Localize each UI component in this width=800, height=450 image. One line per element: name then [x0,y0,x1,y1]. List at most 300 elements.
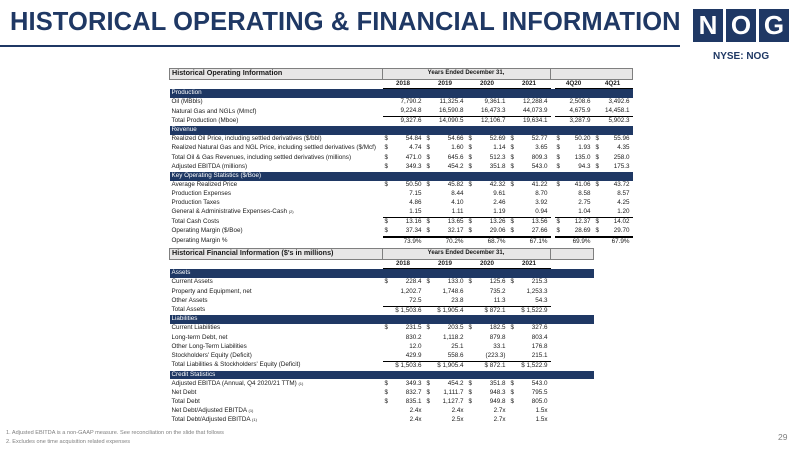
cell-value: 25.1 [451,342,464,350]
value-cell [594,163,633,172]
cell-value: $ 1,905.4 [437,306,464,314]
row-label [170,98,383,107]
logo-letter: O [726,9,756,42]
value-cell [509,153,551,162]
dollar-sign: $ [384,180,389,188]
cell-value: 1.19 [493,208,506,216]
value-cell [425,199,467,208]
cell-value: 512.3 [489,153,506,161]
row-label-text: Net Debt/Adjusted EBITDA [171,406,247,414]
cell-value: 29.06 [489,226,506,234]
row-label [170,333,383,342]
cell-value: 349.3 [405,379,422,387]
cell-value: 8.58 [578,189,591,197]
financial-info-table [169,248,594,425]
cell-value: 1.04 [578,208,591,216]
table-row [170,343,594,352]
row-label-text: Other Long-Term Liabilities [171,342,247,350]
dollar-sign: $ [468,324,473,332]
cell-value: 351.8 [489,379,506,387]
value-cell [383,407,425,416]
logo-letter: G [759,9,789,42]
dollar-sign: $ [510,397,515,405]
row-label-text: Stockholders' Equity (Deficit) [171,351,252,359]
row-label [170,237,383,247]
section-label: Liabilities [170,315,594,324]
section-header-row [170,89,633,98]
cell-value: 9,327.6 [400,117,422,125]
row-label [170,181,383,190]
value-cell [425,135,467,144]
row-label-text: Total Debt/Adjusted EBITDA [171,416,251,424]
value-cell [509,144,551,153]
year-header: 2019 [425,259,467,269]
cell-value: 1,202.7 [400,287,422,295]
cell-value: 28.69 [574,226,591,234]
value-cell [425,306,467,315]
value-cell [594,217,633,226]
years-spacer [551,259,594,269]
cell-value: 7,790.2 [400,98,422,106]
value-cell [425,190,467,199]
logo-letter: N [693,9,723,42]
value-cell [425,379,467,388]
table-row [170,361,594,370]
dollar-sign: $ [510,226,515,234]
row-label [170,352,383,361]
value-cell [594,199,633,208]
row-label [170,324,383,333]
cell-value: 1,127.7 [442,397,464,405]
cell-value: 2.4x [409,406,422,414]
table-header-row [170,69,633,80]
cell-value: 0.94 [535,208,548,216]
cell-value: 231.5 [405,324,422,332]
dollar-sign: $ [426,388,431,396]
value-cell [425,237,467,247]
years-row [170,259,594,269]
value-cell [425,361,467,370]
table-row [170,237,633,247]
value-cell [383,217,425,226]
row-label [170,297,383,306]
value-cell [467,343,509,352]
years-spacer [170,259,383,269]
dollar-sign: $ [426,278,431,286]
row-filler [551,352,594,361]
cell-value: 1.11 [451,208,464,216]
dollar-sign: $ [426,162,431,170]
cell-value: 19,634.1 [523,117,548,125]
page-number: 29 [778,432,788,442]
dollar-sign: $ [468,397,473,405]
row-label [170,416,383,425]
row-label-text: Total Debt [171,397,200,405]
cell-value: 809.3 [531,153,548,161]
value-cell [425,343,467,352]
row-filler [551,379,594,388]
cell-value: 41.06 [574,180,591,188]
cell-value: 1.5x [535,406,548,414]
section-label: Revenue [170,126,633,135]
row-filler [551,389,594,398]
row-filler [551,278,594,287]
value-cell [383,144,425,153]
cell-value: 2.7x [493,416,506,424]
row-filler [551,361,594,370]
row-label [170,227,383,237]
row-label-text: Current Liabilities [171,324,221,332]
cell-value: 27.66 [531,226,548,234]
cell-value: 32.17 [447,226,464,234]
cell-value: $ 1,522.9 [521,361,548,369]
value-cell [425,208,467,217]
table-row [170,98,633,107]
dollar-sign: $ [510,278,515,286]
row-label [170,278,383,287]
value-cell [383,153,425,162]
dollar-sign: $ [595,144,600,152]
value-cell [425,163,467,172]
row-label-text: Total Liabilities & Stockholders' Equity (Deficit) [171,361,301,369]
cell-value: 1.14 [493,144,506,152]
dollar-sign: $ [510,180,515,188]
value-cell [594,208,633,217]
value-cell [383,199,425,208]
cell-value: (223.3) [485,351,506,359]
cell-value: 3.92 [535,199,548,207]
value-cell [509,190,551,199]
value-cell [555,107,594,116]
table-row [170,208,633,217]
dollar-sign: $ [468,226,473,234]
cell-value: 41.22 [531,180,548,188]
value-cell [467,352,509,361]
value-cell [467,217,509,226]
table-row [170,398,594,407]
value-cell [594,227,633,237]
table-row [170,199,633,208]
row-label-text: Natural Gas and NGLs (Mmcf) [171,107,257,115]
row-label [170,117,383,126]
cell-value: 558.6 [447,351,464,359]
value-cell [509,208,551,217]
cell-value: 3.65 [535,144,548,152]
value-cell [425,324,467,333]
value-cell [555,217,594,226]
value-cell [509,361,551,370]
dollar-sign: $ [426,135,431,143]
row-label [170,190,383,199]
table-row [170,217,633,226]
value-cell [425,117,467,126]
cell-value: 327.6 [531,324,548,332]
cell-value: 349.3 [405,162,422,170]
cell-value: 29.70 [613,226,630,234]
cell-value: 1.93 [578,144,591,152]
dollar-sign: $ [556,162,561,170]
table-row [170,287,594,296]
dollar-sign: $ [595,153,600,161]
value-cell [425,153,467,162]
footnote-2: 2. Excludes one time acquisition related expenses [6,439,131,445]
value-cell [509,217,551,226]
row-label-text: Property and Equipment, net [171,287,252,295]
table-row [170,407,594,416]
value-cell [594,117,633,126]
row-filler [551,287,594,296]
table-row [170,389,594,398]
cell-value: 215.1 [531,351,548,359]
value-cell [467,237,509,247]
cell-value: 14,458.1 [605,107,630,115]
cell-value: 3,287.9 [569,117,591,125]
cell-value: 50.50 [405,180,422,188]
value-cell [383,361,425,370]
dollar-sign: $ [426,217,431,225]
row-label [170,163,383,172]
dollar-sign: $ [510,379,515,387]
year-header: 2018 [383,259,425,269]
value-cell [509,343,551,352]
row-filler [551,407,594,416]
dollar-sign: $ [595,135,600,143]
row-label [170,135,383,144]
value-cell [509,379,551,388]
row-label-text: Net Debt [171,388,197,396]
cell-value: 835.1 [405,397,422,405]
cell-value: 11.3 [493,296,506,304]
row-label [170,107,383,116]
value-cell [383,343,425,352]
table-row [170,135,633,144]
value-cell [555,237,594,247]
section-label: Production [170,89,633,98]
value-cell [383,227,425,237]
value-cell [555,227,594,237]
value-cell [467,361,509,370]
row-label [170,407,383,416]
value-cell [425,227,467,237]
value-cell [467,324,509,333]
cell-value: 2.7x [493,406,506,414]
row-label [170,379,383,388]
cell-value: $ 1,522.9 [521,306,548,314]
value-cell [509,227,551,237]
value-cell [509,135,551,144]
footnote-ref: (1) [248,407,254,413]
row-label-text: Total Production (Mboe) [171,117,239,125]
value-cell [425,278,467,287]
value-cell [383,107,425,116]
cell-value: 258.0 [613,153,630,161]
cell-value: 9,224.8 [400,107,422,115]
value-cell [509,117,551,126]
cell-value: 1,748.6 [442,287,464,295]
row-label [170,361,383,370]
cell-value: 12,288.4 [523,98,548,106]
operating-info-table [169,68,633,247]
value-cell [467,297,509,306]
cell-value: 1.20 [617,208,630,216]
cell-value: 133.0 [447,278,464,286]
value-cell [383,352,425,361]
ticker-label: NYSE: NOG [713,51,770,62]
year-header: 2021 [509,79,551,89]
cell-value: 8.57 [617,189,630,197]
cell-value: 33.1 [493,342,506,350]
row-filler [551,398,594,407]
cell-value: 44,073.9 [523,107,548,115]
value-cell [509,306,551,315]
cell-value: 73.9% [403,237,422,245]
cell-value: 13.65 [447,217,464,225]
table-row [170,416,594,425]
dollar-sign: $ [595,217,600,225]
cell-value: 9.61 [493,189,506,197]
value-cell [509,389,551,398]
section-header-row [170,315,594,324]
cell-value: 16,473.3 [480,107,506,115]
dollar-sign: $ [510,217,515,225]
value-cell [509,199,551,208]
value-cell [555,208,594,217]
section-label: Key Operating Statistics ($/Boe) [170,172,633,181]
cell-value: 54.84 [405,135,422,143]
value-cell [594,144,633,153]
cell-value: 803.4 [531,333,548,341]
cell-value: 454.2 [447,162,464,170]
cell-value: 50.20 [574,135,591,143]
cell-value: 832.7 [405,388,422,396]
cell-value: 12.0 [409,342,422,350]
section-label: Credit Statistics [170,371,594,380]
value-cell [425,416,467,425]
cell-value: 4.35 [617,144,630,152]
value-cell [555,199,594,208]
value-cell [383,287,425,296]
cell-value: 5,902.3 [608,117,630,125]
section-label: Assets [170,269,594,278]
value-cell [509,398,551,407]
value-cell [383,398,425,407]
row-label [170,199,383,208]
title-rule [0,45,680,47]
dollar-sign: $ [468,278,473,286]
value-cell [467,306,509,315]
row-label-text: Current Assets [171,278,213,286]
cell-value: 2.5x [451,416,464,424]
cell-value: 4.10 [451,199,464,207]
cell-value: 471.0 [405,153,422,161]
row-filler [551,343,594,352]
dollar-sign: $ [468,144,473,152]
years-spacer [170,79,383,89]
cell-value: 175.3 [613,162,630,170]
cell-value: 949.8 [489,397,506,405]
table-heading: Historical Operating Information [170,69,383,80]
cell-value: 42.32 [489,180,506,188]
value-cell [383,117,425,126]
value-cell [509,107,551,116]
value-cell [425,407,467,416]
footnote-ref: (1) [252,417,257,423]
value-cell [383,306,425,315]
value-cell [467,398,509,407]
footnote-1: 1. Adjusted EBITDA is a non-GAAP measure. See reconciliation on the slide that follows [6,430,224,436]
dollar-sign: $ [510,324,515,332]
dollar-sign: $ [556,226,561,234]
row-filler [551,416,594,425]
dollar-sign: $ [468,153,473,161]
value-cell [555,163,594,172]
row-label-text: Production Taxes [171,199,220,207]
section-header-row [170,172,633,181]
value-cell [467,163,509,172]
table-row [170,333,594,342]
value-cell [383,163,425,172]
cell-value: 135.0 [574,153,591,161]
row-label-text: Realized Natural Gas and NGL Price, including settled derivatives ($/Mcf) [171,144,377,152]
value-cell [467,107,509,116]
cell-value: 94.3 [578,162,591,170]
row-label-text: Adjusted EBITDA (millions) [171,162,248,170]
header-filler [551,249,594,260]
value-cell [509,333,551,342]
cell-value: 43.72 [613,180,630,188]
value-cell [425,217,467,226]
cell-value: 52.69 [489,135,506,143]
dollar-sign: $ [595,226,600,234]
cell-value: 4.86 [409,199,422,207]
value-cell [467,389,509,398]
cell-value: 1.5x [535,416,548,424]
cell-value: 68.7% [487,237,506,245]
table-row [170,379,594,388]
value-cell [594,98,633,107]
row-label-text: Production Expenses [171,189,232,197]
section-header-row [170,371,594,380]
years-row [170,79,633,89]
cell-value: 879.8 [489,333,506,341]
value-cell [467,379,509,388]
year-header: 2021 [509,259,551,269]
table-row [170,278,594,287]
value-cell [467,416,509,425]
dollar-sign: $ [384,162,389,170]
dollar-sign: $ [468,135,473,143]
cell-value: 70.2% [445,237,464,245]
dollar-sign: $ [426,324,431,332]
cell-value: 45.82 [447,180,464,188]
value-cell [555,98,594,107]
value-cell [383,389,425,398]
dollar-sign: $ [510,162,515,170]
value-cell [425,144,467,153]
cell-value: 54.3 [535,296,548,304]
value-cell [555,190,594,199]
row-label [170,343,383,352]
row-label-text: Adjusted EBITDA (Annual, Q4 2020/21 TTM) [171,379,297,387]
period-label: Years Ended December 31, [383,249,551,260]
dollar-sign: $ [468,180,473,188]
table-row [170,181,633,190]
value-cell [467,153,509,162]
row-label [170,306,383,315]
cell-value: $ 872.1 [484,361,506,369]
period-label: Years Ended December 31, [383,69,551,80]
value-cell [594,153,633,162]
